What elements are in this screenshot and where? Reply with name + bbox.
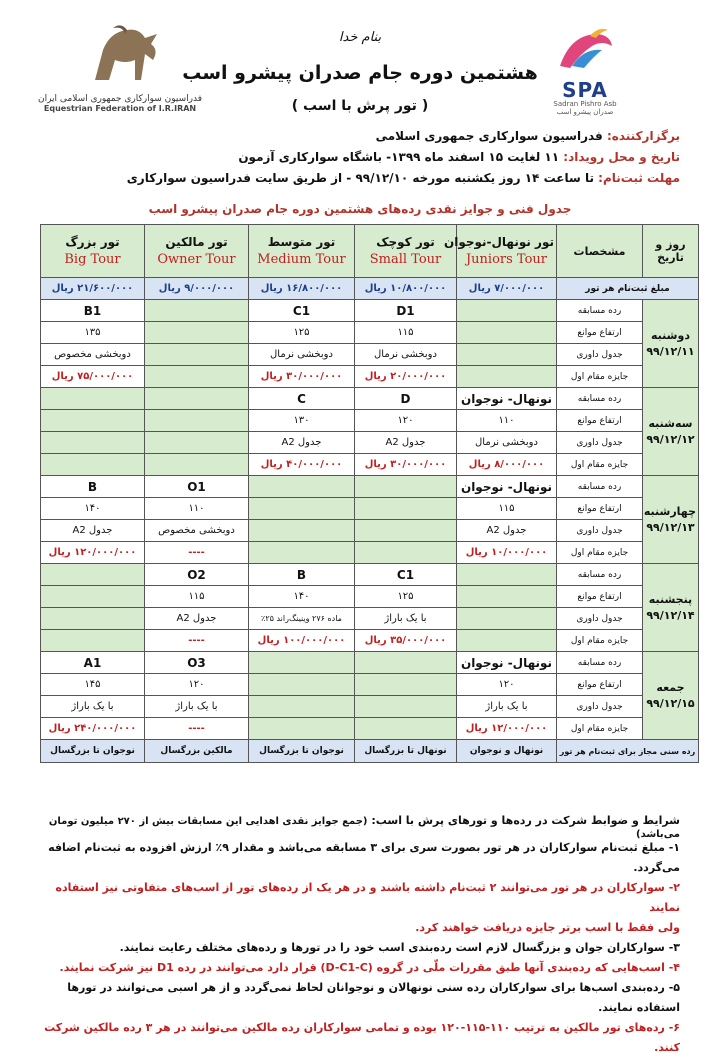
rule-item: ۴- اسب‌هایی که رده‌بندی آنها طبق مقررات ملّی در گروه (D-C1-C) قرار دارد می‌توانند در رده D1 نیز شرکت نمایند. xyxy=(59,961,680,974)
fee-value: ۱۶/۸۰۰/۰۰۰ ریال xyxy=(249,278,355,300)
spa-horse-icon xyxy=(550,26,620,76)
table-cell: O1 xyxy=(145,476,249,498)
table-cell xyxy=(457,300,557,322)
tour-name-en: Small Tour xyxy=(369,252,442,267)
tour-name-fa: تور مالکین xyxy=(165,235,228,249)
table-row xyxy=(41,652,699,674)
table-cell xyxy=(249,476,355,498)
table-cell: ۱۳۵ xyxy=(41,322,145,344)
table-cell: ۷۵/۰۰۰/۰۰۰ ریال xyxy=(41,366,145,388)
tour-header xyxy=(355,225,457,278)
row-label: جدول داوری xyxy=(557,344,643,366)
table-cell xyxy=(249,696,355,718)
table-cell: ---- xyxy=(145,542,249,564)
row-label: رده مسابقه xyxy=(557,652,643,674)
table-row xyxy=(41,520,699,542)
table-cell: ماده ۲۷۶ وینینگ‌راند ۲۵٪ xyxy=(249,608,355,630)
row-label: ارتفاع موانع xyxy=(557,322,643,344)
table-cell xyxy=(355,718,457,740)
row-label: جدول داوری xyxy=(557,608,643,630)
row-label: جدول داوری xyxy=(557,432,643,454)
table-cell: با یک باراژ xyxy=(41,696,145,718)
table-cell: ۱۲۰ xyxy=(145,674,249,696)
table-cell: ۱۱۰ xyxy=(457,410,557,432)
table-cell: ۱۳۰ xyxy=(249,410,355,432)
table-cell xyxy=(355,652,457,674)
table-cell xyxy=(355,674,457,696)
day-cell xyxy=(643,564,699,652)
table-cell: دوبخشی نرمال xyxy=(457,432,557,454)
tour-header xyxy=(145,225,249,278)
rule-item: ۳- سوارکاران جوان و بزرگسال لازم است رده‌بندی اسب خود را در تورها و رده‌های مختلف رعایت نمایند. xyxy=(119,941,680,954)
table-cell xyxy=(355,696,457,718)
table-cell: با یک باراژ xyxy=(457,696,557,718)
row-label: جایزه مقام اول xyxy=(557,718,643,740)
table-cell xyxy=(457,366,557,388)
table-cell xyxy=(41,454,145,476)
day-header: روز و تاریخ xyxy=(643,225,699,278)
age-row xyxy=(41,740,699,763)
table-cell: ---- xyxy=(145,630,249,652)
table-row xyxy=(41,432,699,454)
tour-name-fa: تور نونهال-نوجوان xyxy=(443,235,554,249)
table-cell: ۱۴۵ xyxy=(41,674,145,696)
table-cell xyxy=(41,564,145,586)
date-line xyxy=(40,147,680,168)
row-label: ارتفاع موانع xyxy=(557,586,643,608)
row-label: رده مسابقه xyxy=(557,388,643,410)
rule-item: ۶- رده‌های تور مالکین به ترتیب ۱۱۰-۱۱۵-۱۲۰ بوده و تمامی سوارکاران رده مالکین می‌توانند در هر ۳ رده مالکین شرکت کنند. xyxy=(44,1021,680,1054)
table-cell xyxy=(249,718,355,740)
day-date: ۹۹/۱۲/۱۲ xyxy=(646,432,695,446)
table-row xyxy=(41,586,699,608)
table-cell: ۲۴۰/۰۰۰/۰۰۰ ریال xyxy=(41,718,145,740)
date-value: ۱۱ لغایت ۱۵ اسفند ماه ۱۳۹۹- باشگاه سوارکاری آزمون xyxy=(238,150,564,164)
day-name: چهارشنبه xyxy=(643,504,696,518)
table-cell xyxy=(457,586,557,608)
table-cell: جدول A2 xyxy=(145,608,249,630)
table-cell: ۳۰/۰۰۰/۰۰۰ ریال xyxy=(249,366,355,388)
day-name: جمعه xyxy=(656,680,685,694)
row-label: جایزه مقام اول xyxy=(557,366,643,388)
date-label: تاریخ و محل رویداد: xyxy=(563,150,680,164)
row-label: جایزه مقام اول xyxy=(557,454,643,476)
tour-name-fa: تور متوسط xyxy=(267,235,336,249)
fee-row xyxy=(41,278,699,300)
table-cell: ۳۵/۰۰۰/۰۰۰ ریال xyxy=(355,630,457,652)
table-cell xyxy=(41,388,145,410)
table-cell: ۱۲۰ xyxy=(355,410,457,432)
table-cell: ۱۰/۰۰۰/۰۰۰ ریال xyxy=(457,542,557,564)
table-cell: ۱۱۵ xyxy=(355,322,457,344)
table-cell: A1 xyxy=(41,652,145,674)
row-label: جدول داوری xyxy=(557,520,643,542)
table-cell: ۲۰/۰۰۰/۰۰۰ ریال xyxy=(355,366,457,388)
table-cell xyxy=(249,674,355,696)
table-cell: ۱۲/۰۰۰/۰۰۰ ریال xyxy=(457,718,557,740)
day-cell xyxy=(643,652,699,740)
row-label: ارتفاع موانع xyxy=(557,674,643,696)
rule-item: ۵- رده‌بندی اسب‌ها برای سوارکاران رده سنی نونهالان و نوجوانان لحاظ نمی‌گردد و از هر اسبی می‌توانند در تورها استفاده نمایند. xyxy=(67,981,680,1014)
row-label: جایزه مقام اول xyxy=(557,630,643,652)
row-label: رده مسابقه xyxy=(557,300,643,322)
spa-name-fa: صدران پیشرو اسب xyxy=(556,108,614,116)
day-name: دوشنبه xyxy=(651,328,690,342)
table-row xyxy=(41,674,699,696)
age-value: نونهال و نوجوان xyxy=(457,740,557,763)
table-cell: C xyxy=(249,388,355,410)
rules-heading xyxy=(40,814,680,840)
table-cell: با یک باراژ xyxy=(145,696,249,718)
row-label: جایزه مقام اول xyxy=(557,542,643,564)
table-cell: C1 xyxy=(355,564,457,586)
table-header-row xyxy=(41,225,699,278)
table-cell: ۱۴۰ xyxy=(41,498,145,520)
row-label: ارتفاع موانع xyxy=(557,410,643,432)
table-cell xyxy=(355,520,457,542)
table-cell xyxy=(355,476,457,498)
table-cell: B1 xyxy=(41,300,145,322)
table-cell xyxy=(355,498,457,520)
table-cell xyxy=(457,344,557,366)
table-row xyxy=(41,696,699,718)
table-cell xyxy=(249,520,355,542)
table-cell xyxy=(41,608,145,630)
table-cell xyxy=(145,388,249,410)
row-label: جدول داوری xyxy=(557,696,643,718)
table-cell xyxy=(41,432,145,454)
table-cell: ۱۱۵ xyxy=(457,498,557,520)
table-cell: D xyxy=(355,388,457,410)
table-cell: دوبخشی مخصوص xyxy=(145,520,249,542)
table-cell: با یک باراژ xyxy=(355,608,457,630)
event-info xyxy=(40,126,680,189)
federation-name-en: Equestrian Federation of I.R.IRAN xyxy=(43,104,197,113)
table-row xyxy=(41,718,699,740)
table-cell: نونهال- نوجوان xyxy=(457,476,557,498)
table-cell: جدول A2 xyxy=(457,520,557,542)
basmala: بنام خدا xyxy=(338,30,382,45)
table-cell xyxy=(41,410,145,432)
table-row xyxy=(41,366,699,388)
tour-name-en: Big Tour xyxy=(64,252,121,267)
table-cell xyxy=(457,564,557,586)
rule-item: ولی فقط با اسب برتر جایزه دریافت خواهند کرد. xyxy=(415,921,680,934)
day-date: ۹۹/۱۲/۱۴ xyxy=(646,608,695,622)
table-row xyxy=(41,344,699,366)
table-title: جدول فنی و جوایز نقدی رده‌های هشتمین دوره جام صدران پیشرو اسب xyxy=(148,202,572,216)
tour-name-en: Owner Tour xyxy=(157,252,236,267)
table-cell: جدول A2 xyxy=(355,432,457,454)
rule-item: ۲- سوارکاران در هر تور می‌توانند ۲ ثبت‌نام داشته باشند و در هر یک از رده‌های تور از اسب‌های متفاوتی نیز استفاده نمایند xyxy=(55,881,680,914)
day-date: ۹۹/۱۲/۱۳ xyxy=(646,520,695,534)
table-cell: جدول A2 xyxy=(41,520,145,542)
age-label: رده سنی مجاز برای ثبت‌نام هر تور xyxy=(557,740,699,763)
day-date: ۹۹/۱۲/۱۵ xyxy=(646,696,695,710)
table-cell: نونهال- نوجوان xyxy=(457,652,557,674)
table-cell xyxy=(249,498,355,520)
table-cell: ۱۴۰ xyxy=(249,586,355,608)
tour-name-fa: تور کوچک xyxy=(376,235,435,249)
table-cell: دوبخشی مخصوص xyxy=(41,344,145,366)
federation-name-fa: فدراسیون سوارکاری جمهوری اسلامی ایران xyxy=(37,94,203,104)
table-cell: ۱۲۰ xyxy=(457,674,557,696)
rules-list xyxy=(25,838,680,1058)
table-row xyxy=(41,388,699,410)
table-cell: ---- xyxy=(145,718,249,740)
rules-title: شرایط و ضوابط شرکت در رده‌ها و تورهای پرش با اسب: xyxy=(371,814,680,827)
table-cell xyxy=(145,366,249,388)
tour-name-en: Juniors Tour xyxy=(465,252,548,267)
table-cell: ۳۰/۰۰۰/۰۰۰ ریال xyxy=(355,454,457,476)
table-row xyxy=(41,454,699,476)
table-cell xyxy=(457,322,557,344)
table-cell: ۱۲۰/۰۰۰/۰۰۰ ریال xyxy=(41,542,145,564)
table-cell: دوبخشی نرمال xyxy=(249,344,355,366)
deadline-label: مهلت ثبت‌نام: xyxy=(598,171,680,185)
table-cell: O2 xyxy=(145,564,249,586)
age-value: نونهال تا بزرگسال xyxy=(355,740,457,763)
table-cell: دوبخشی نرمال xyxy=(355,344,457,366)
spa-name-en: Sadran Pishro Asb xyxy=(553,100,617,108)
table-cell: ۸/۰۰۰/۰۰۰ ریال xyxy=(457,454,557,476)
rule-item: ۱- مبلغ ثبت‌نام سوارکاران در هر تور بصورت سری برای ۳ مسابقه می‌باشد و مقدار ۹٪ ارزش افزوده به ثبت‌نام اضافه می‌گردد. xyxy=(48,841,680,874)
organizer-label: برگزارکننده: xyxy=(606,129,680,143)
table-cell: ۱۲۵ xyxy=(249,322,355,344)
table-cell: O3 xyxy=(145,652,249,674)
table-cell xyxy=(249,542,355,564)
table-cell: C1 xyxy=(249,300,355,322)
table-cell: ۱۰۰/۰۰۰/۰۰۰ ریال xyxy=(249,630,355,652)
table-cell xyxy=(145,454,249,476)
table-row xyxy=(41,608,699,630)
tour-header xyxy=(41,225,145,278)
age-value: نوجوان تا بزرگسال xyxy=(41,740,145,763)
table-cell xyxy=(457,608,557,630)
day-date: ۹۹/۱۲/۱۱ xyxy=(646,344,695,358)
day-cell xyxy=(643,300,699,388)
rules-note: (جمع جوایز نقدی اهدایی این مسابقات بیش از ۲۷۰ میلیون تومان می‌باشد) xyxy=(48,816,680,840)
fee-value: ۱۰/۸۰۰/۰۰۰ ریال xyxy=(355,278,457,300)
table-cell: نونهال- نوجوان xyxy=(457,388,557,410)
deadline-value: تا ساعت ۱۴ روز یکشنبه مورخه ۹۹/۱۲/۱۰ - از طریق سایت فدراسیون سوارکاری xyxy=(126,171,599,185)
table-cell xyxy=(41,630,145,652)
table-cell: جدول A2 xyxy=(249,432,355,454)
age-value: مالکین بزرگسال xyxy=(145,740,249,763)
table-cell: ۱۲۵ xyxy=(355,586,457,608)
table-row xyxy=(41,410,699,432)
table-cell xyxy=(145,300,249,322)
table-row xyxy=(41,542,699,564)
deadline-line xyxy=(40,168,680,189)
tour-name-fa: تور بزرگ xyxy=(65,235,120,249)
organizer-line xyxy=(40,126,680,147)
table-row xyxy=(41,498,699,520)
page-title: هشتمین دوره جام صدران پیشرو اسب xyxy=(182,62,538,84)
page-subtitle: ( تور پرش با اسب ) xyxy=(291,98,429,114)
table-row xyxy=(41,300,699,322)
tour-name-en: Medium Tour xyxy=(257,252,346,267)
table-cell xyxy=(457,630,557,652)
table-cell xyxy=(145,432,249,454)
day-name: پنجشنبه xyxy=(648,592,693,606)
table-row xyxy=(41,322,699,344)
spec-header: مشخصات xyxy=(557,225,643,278)
table-row xyxy=(41,476,699,498)
fee-value: ۲۱/۶۰۰/۰۰۰ ریال xyxy=(41,278,145,300)
table-cell xyxy=(145,344,249,366)
table-cell: ۴۰/۰۰۰/۰۰۰ ریال xyxy=(249,454,355,476)
day-cell xyxy=(643,388,699,476)
age-value: نوجوان تا بزرگسال xyxy=(249,740,355,763)
organizer-value: فدراسیون سوارکاری جمهوری اسلامی xyxy=(375,129,607,143)
day-cell xyxy=(643,476,699,564)
spa-logo-text: SPA xyxy=(562,78,608,102)
table-cell: B xyxy=(41,476,145,498)
table-cell xyxy=(355,542,457,564)
fee-label: مبلغ ثبت‌نام هر تور xyxy=(557,278,699,300)
fee-value: ۹/۰۰۰/۰۰۰ ریال xyxy=(145,278,249,300)
horse-logo-icon xyxy=(65,20,175,90)
table-cell: ۱۱۵ xyxy=(145,586,249,608)
row-label: رده مسابقه xyxy=(557,476,643,498)
table-cell: B xyxy=(249,564,355,586)
table-cell xyxy=(145,322,249,344)
day-name: سه‌شنبه xyxy=(648,416,693,430)
table-cell: ۱۱۰ xyxy=(145,498,249,520)
table-row xyxy=(41,630,699,652)
row-label: رده مسابقه xyxy=(557,564,643,586)
table-cell xyxy=(249,652,355,674)
table-row xyxy=(41,564,699,586)
table-cell xyxy=(41,586,145,608)
row-label: ارتفاع موانع xyxy=(557,498,643,520)
table-cell: D1 xyxy=(355,300,457,322)
tour-header xyxy=(443,225,557,278)
table-cell xyxy=(145,410,249,432)
schedule-table xyxy=(40,224,699,763)
tour-header xyxy=(249,225,355,278)
fee-value: ۷/۰۰۰/۰۰۰ ریال xyxy=(457,278,557,300)
